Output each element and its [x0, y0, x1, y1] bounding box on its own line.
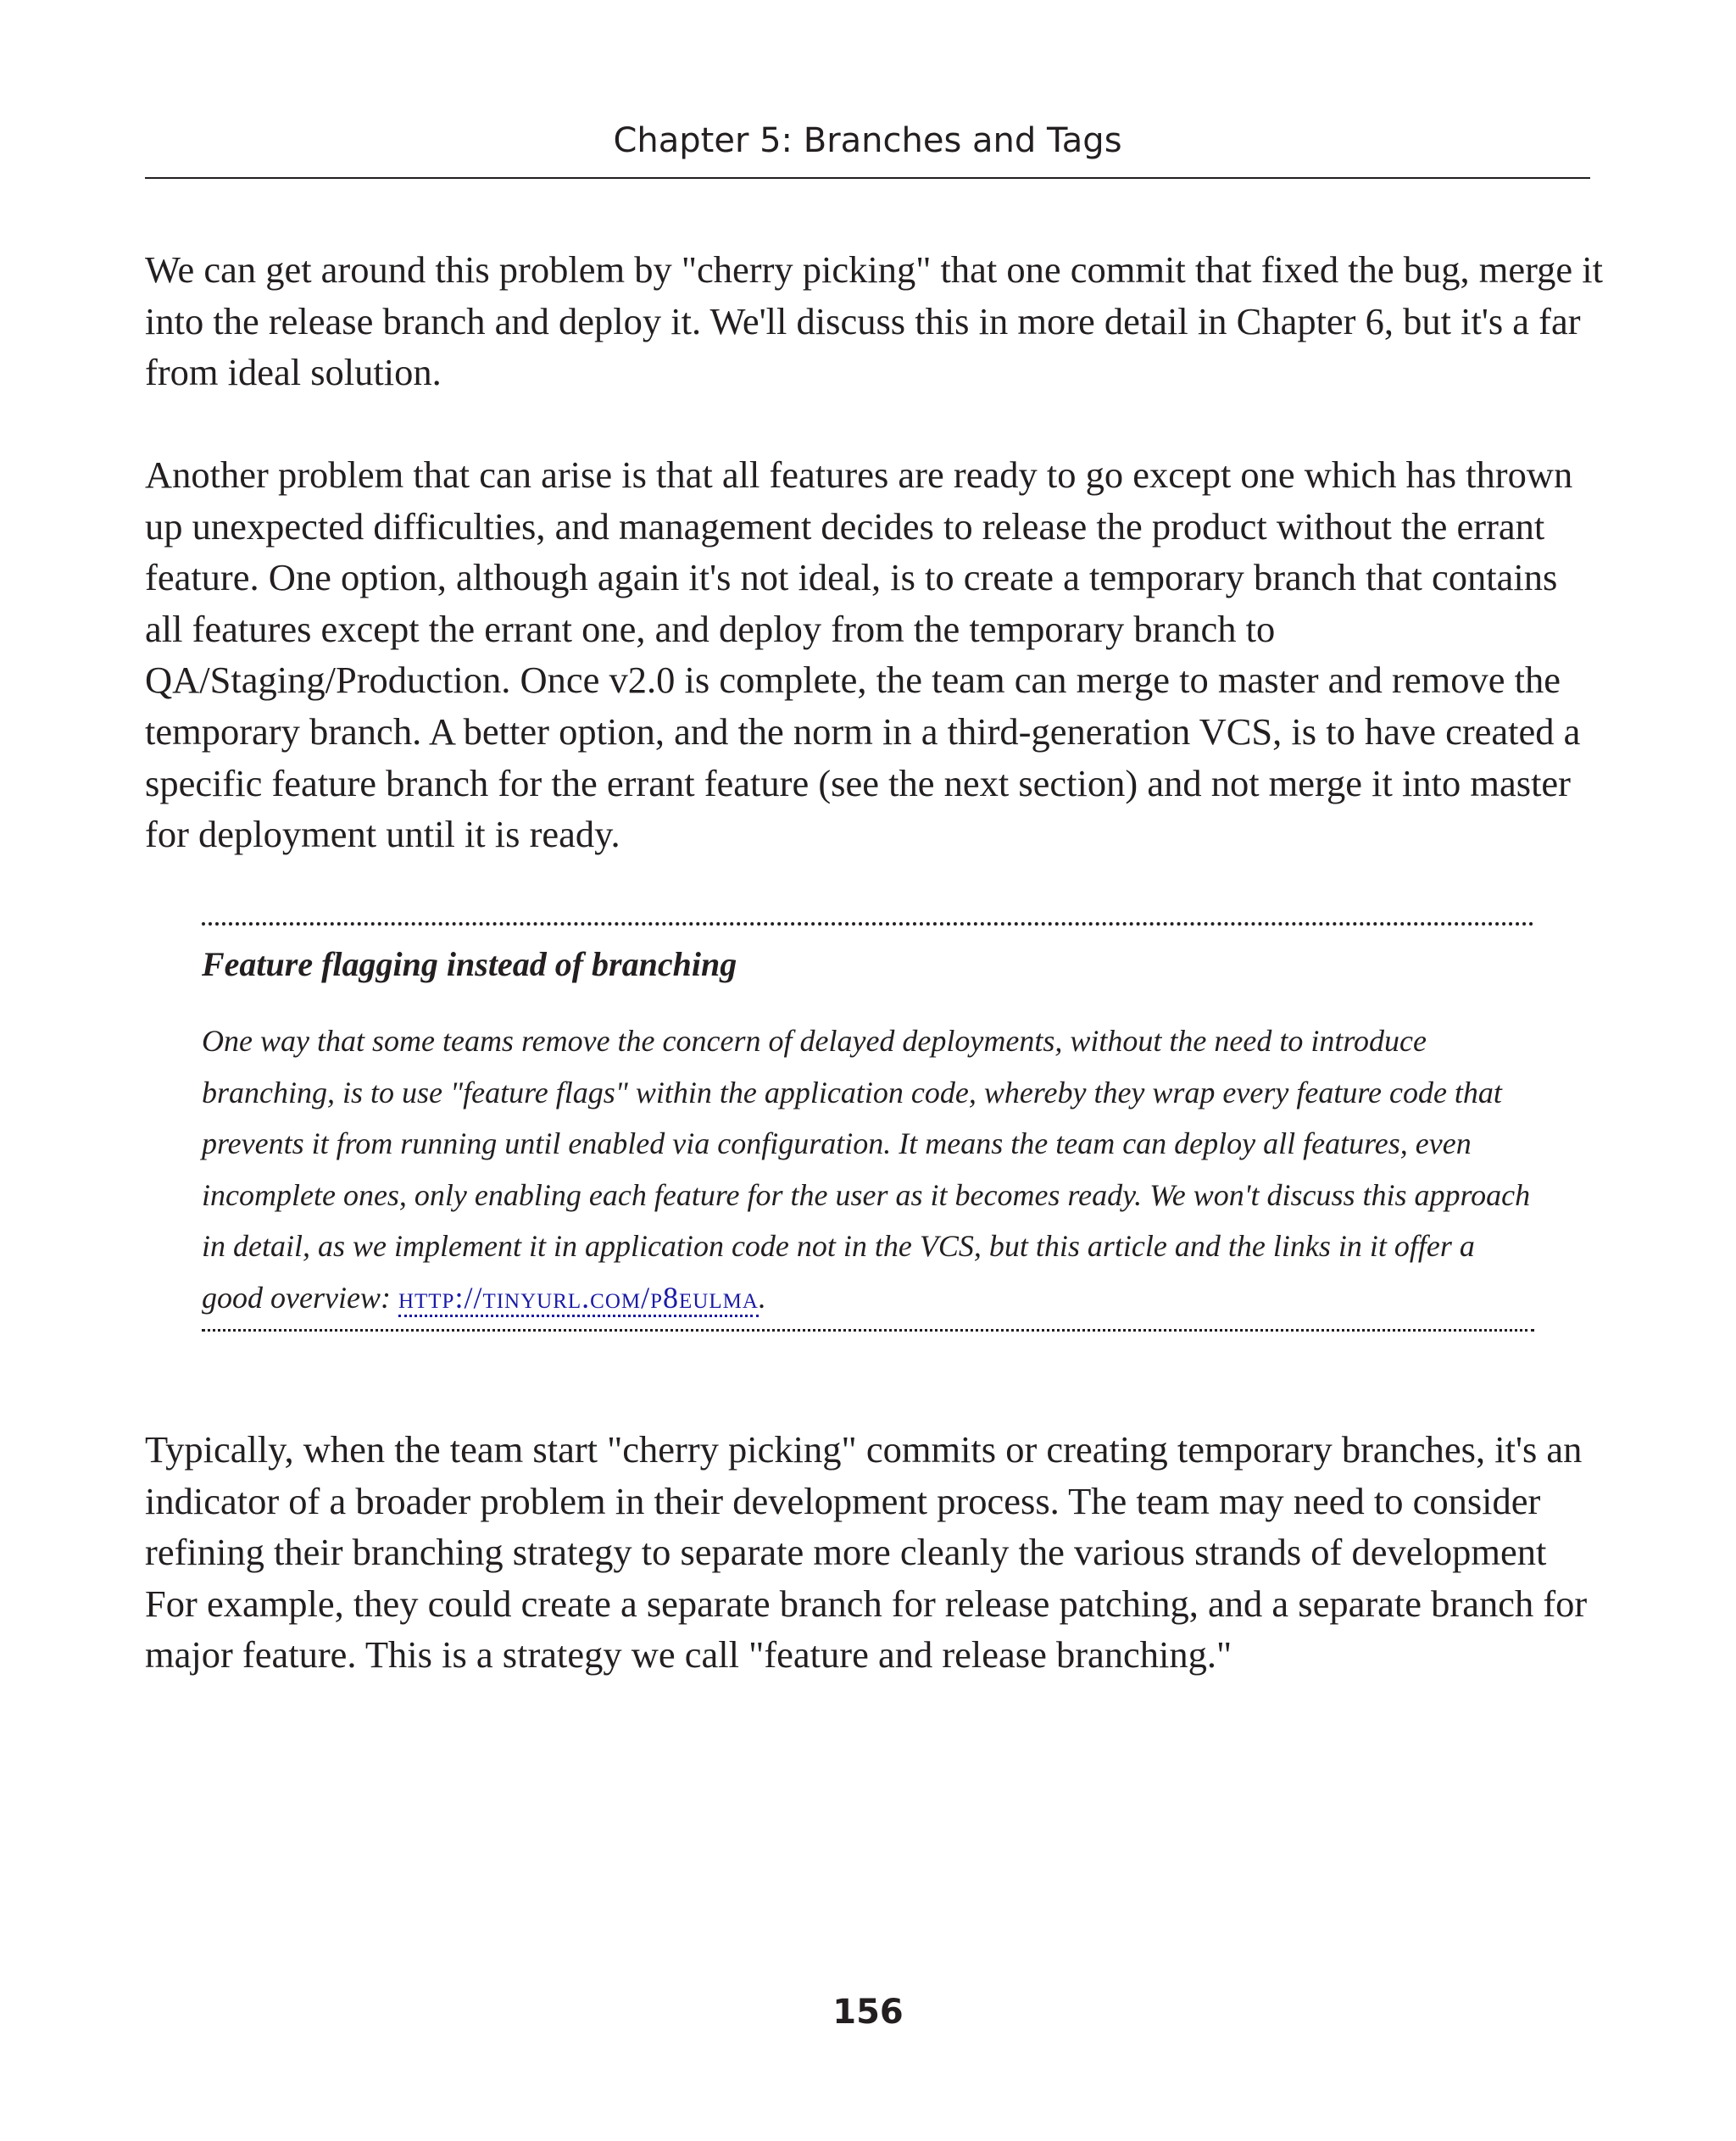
paragraph-broader-problem: Typically, when the team start "cherry picking" commits or creating temporary branches, it's an indicator of a broader problem in their development process. The team may need to consider refining their branching strategy to separate more cleanly the various strands of development For example, they could create a separate branch for release patching, and a separate branch for major feature. This is a strategy we call "feature and release branching." — [145, 1428, 1588, 1677]
paragraph-errant-feature: Another problem that can arise is that all features are ready to go except one which has thrown up unexpected difficulties, and management decides to release the product without the errant feature. One option, although again it's not ideal, is to create a temporary branch that contains all features except the errant one, and deploy from the temporary branch to QA/Staging/Production. Once v2.0 is complete, the team can merge to master and remove the temporary branch. A better option, and the norm in a third-generation VCS, is to have created a specific feature branch for the errant feature (see the next section) and not merge it into master for deployment until it is ready. — [145, 453, 1581, 856]
sidebar-top-rule — [202, 922, 1534, 926]
running-header: Chapter 5: Branches and Tags — [613, 121, 1122, 160]
sidebar-title: Feature flagging instead of branching — [202, 945, 737, 983]
tinyurl-link[interactable]: http://tinyurl.com/p8eulma — [398, 1281, 759, 1317]
page-number: 156 — [832, 1993, 904, 2032]
sidebar-trailing-period: . — [758, 1280, 766, 1315]
sidebar-bottom-rule — [202, 1329, 1534, 1332]
sidebar-note — [202, 922, 1534, 1332]
header-rule — [145, 177, 1590, 179]
sidebar-body-text: One way that some teams remove the concern of delayed deployments, without the need to introduce branching, is to use "feature flags" within the application code, whereby they wrap every feature code that prevents it from running until enabled via configuration. It means the team can deploy all features, even incomplete ones, only enabling each feature for the user as it becomes ready. We won't discuss this approach in detail, as we implement it in application code not in the VCS, but this article and the links in it offer a good overview: — [202, 1024, 1531, 1315]
sidebar-body — [202, 1015, 1534, 1323]
paragraph-cherry-picking: We can get around this problem by "cherry picking" that one commit that fixed the bug, merge it into the release branch and deploy it. We'll discuss this in more detail in Chapter 6, but it's a far from ideal solution. — [145, 248, 1603, 394]
